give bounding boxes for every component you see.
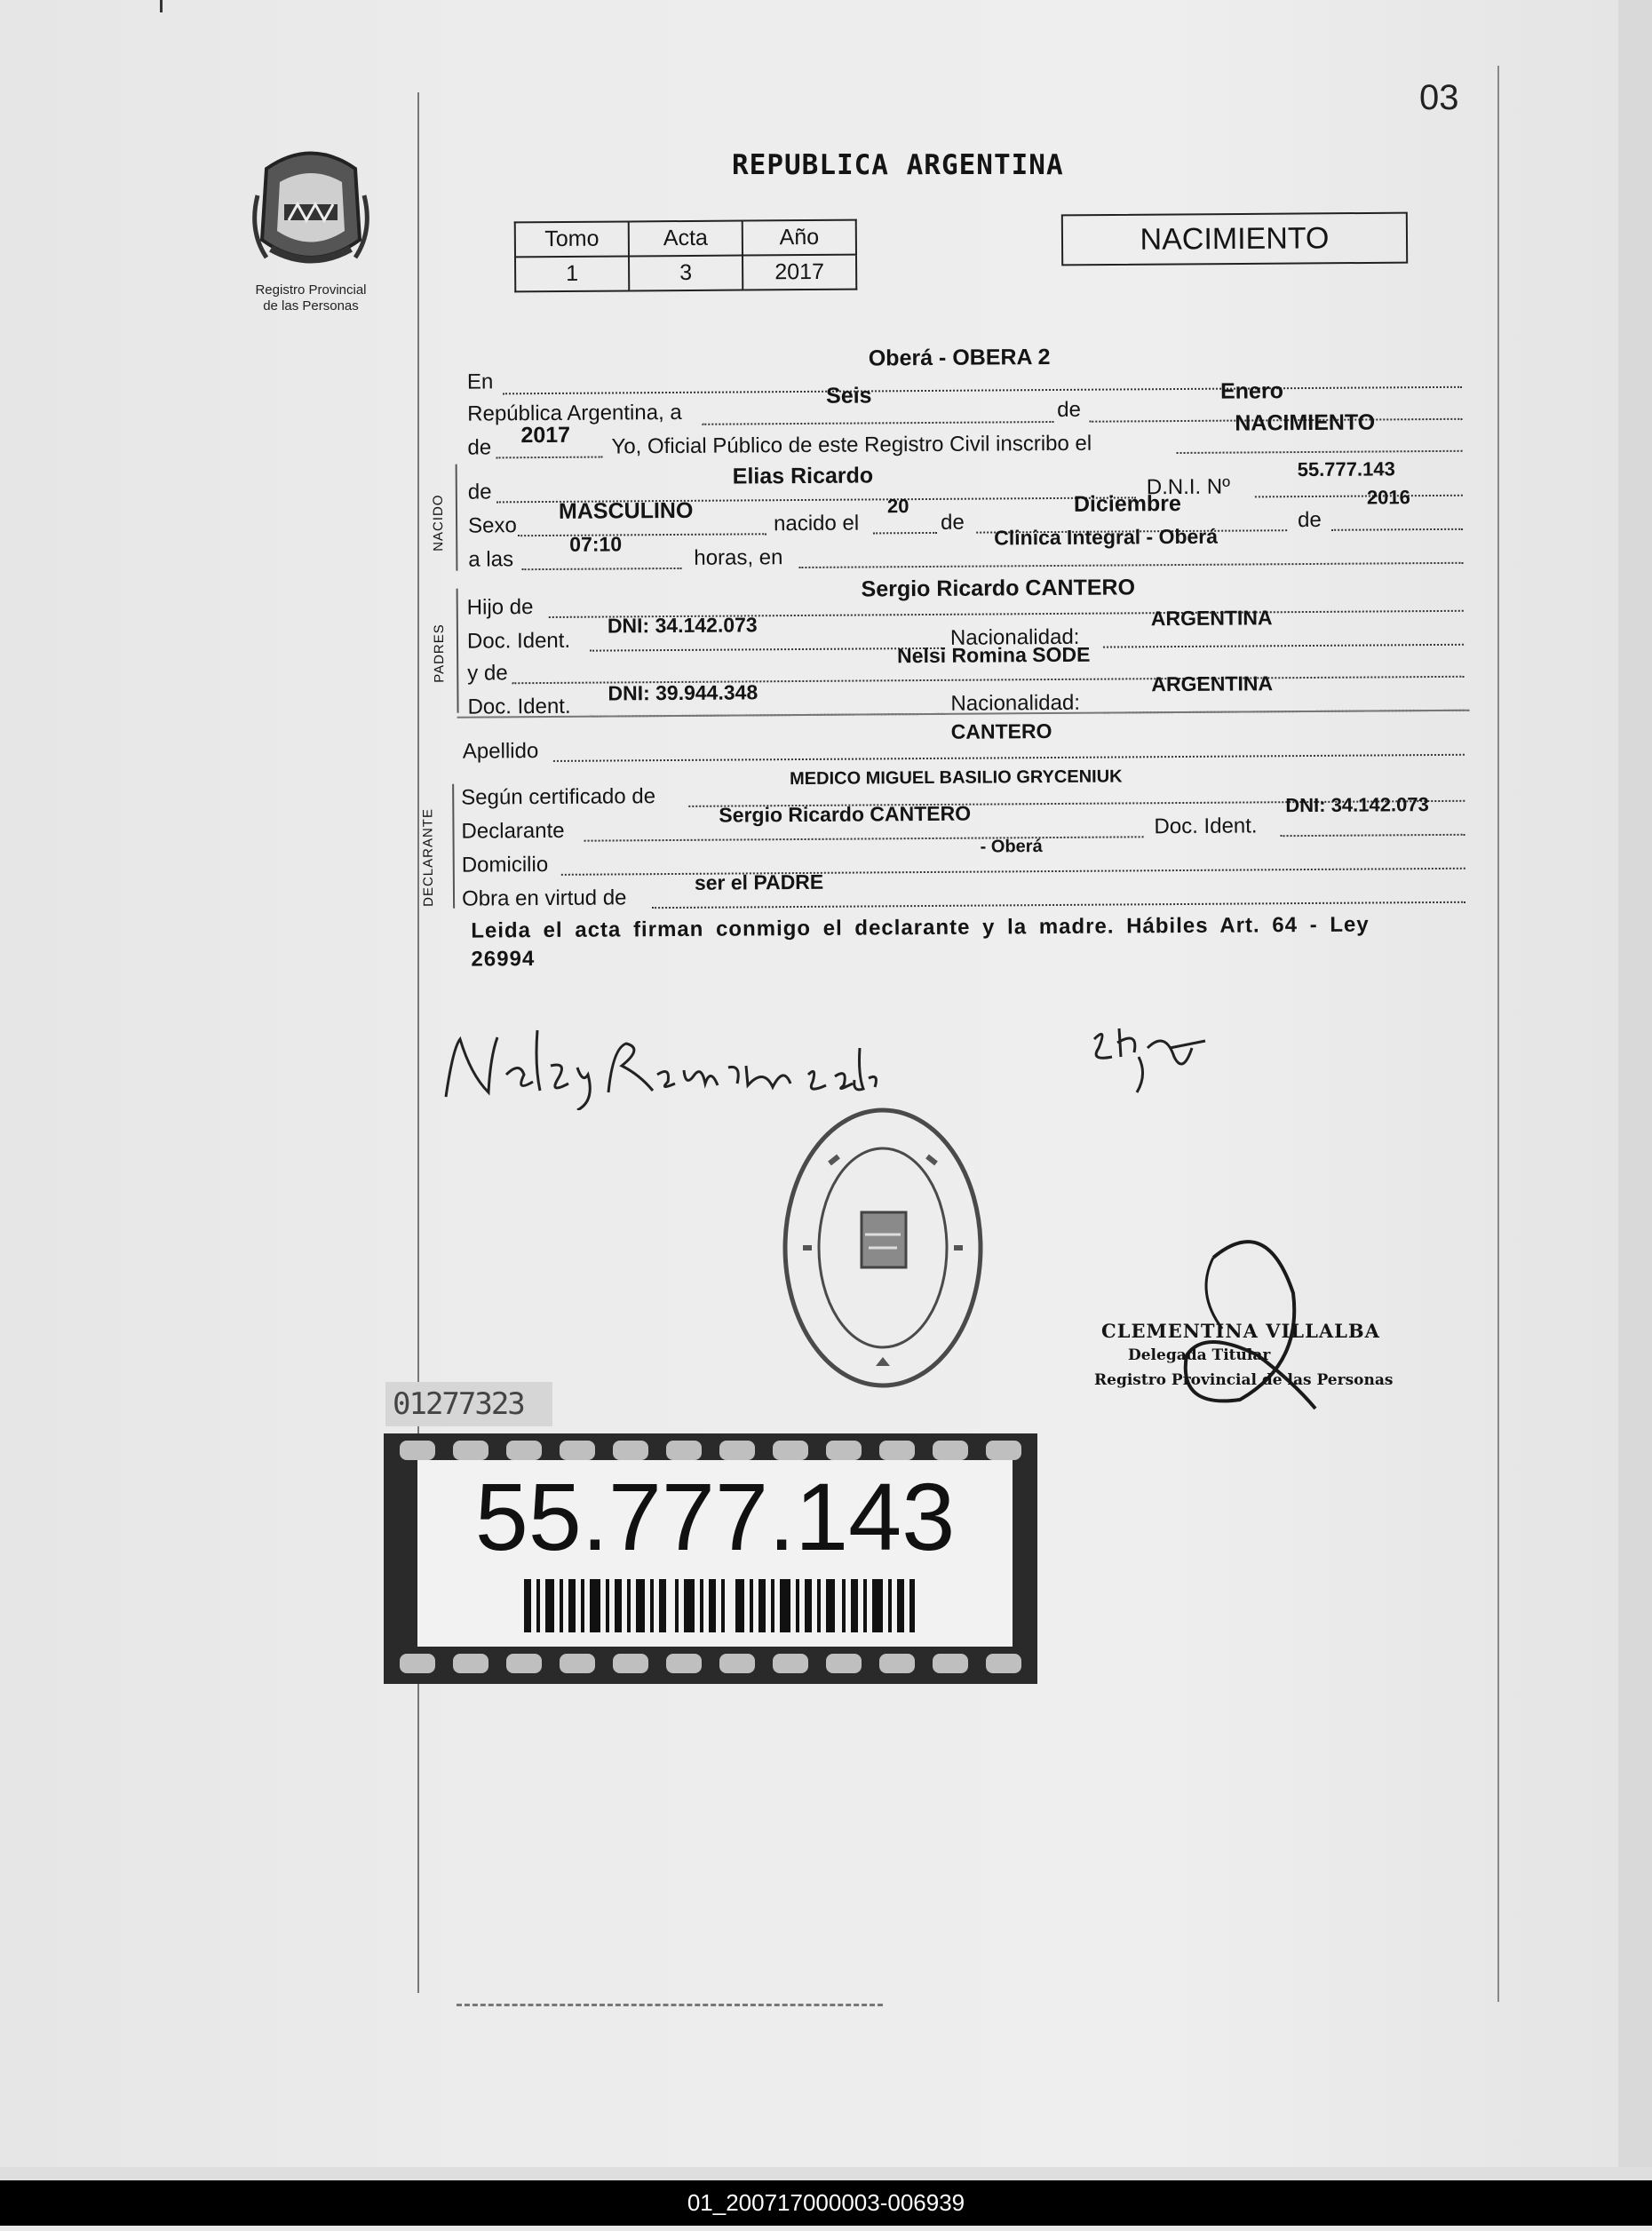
dotted-line [1331, 528, 1463, 531]
birth-month-value: Diciembre [1073, 490, 1181, 517]
de-label: de [467, 480, 492, 504]
dotted-line [652, 901, 1465, 909]
table-value-tomo: 1 [515, 256, 629, 291]
dotted-line [496, 457, 603, 459]
dotted-line [1281, 834, 1465, 837]
dotted-line [553, 754, 1465, 762]
time-value: 07:10 [569, 532, 623, 556]
table-header-anio: Año [743, 220, 856, 256]
father-signature [1085, 1021, 1210, 1101]
bottom-dashed-mark [457, 2004, 883, 2006]
dotted-line [503, 386, 1462, 395]
dotted-line [1177, 450, 1463, 454]
de-label: de [1297, 507, 1322, 533]
mother-name-value: Nelsi Romina SODE [897, 642, 1091, 668]
act-type-box: NACIMIENTO [1061, 212, 1408, 266]
nacionalidad-label: Nacionalidad: [949, 624, 1080, 650]
mother-doc-value: DNI: 39.944.348 [608, 680, 758, 705]
padres-section-label: PADRES [431, 623, 448, 683]
dni-tag-number: 55.777.143 [474, 1463, 956, 1570]
certificado-value: MEDICO MIGUEL BASILIO GRYCENIUK [790, 766, 1123, 790]
dotted-line [873, 532, 937, 535]
dotted-line [798, 562, 1463, 568]
barcode [524, 1579, 915, 1632]
a-las-label: a las [468, 547, 514, 572]
official-role: Delegada Titular [1128, 1346, 1271, 1364]
page-number: 03 [1419, 78, 1459, 117]
dotted-line [702, 421, 1053, 425]
nacido-el-label: nacido el [773, 511, 860, 536]
logo-caption-line2: de las Personas [263, 298, 359, 314]
dotted-line [521, 568, 681, 570]
dotted-line [1255, 495, 1463, 498]
logo-caption-line1: Registro Provincial [255, 282, 367, 298]
padres-bracket [457, 589, 459, 713]
dni-label: D.N.I. Nº [1146, 474, 1231, 500]
table-header-acta: Acta [629, 221, 743, 257]
hijo-de-label: Hijo de [466, 595, 534, 620]
official-org: Registro Provincial de las Personas [1094, 1371, 1394, 1389]
table-value-anio: 2017 [743, 255, 856, 290]
official-name: CLEMENTINA VILLALBA [1101, 1320, 1380, 1342]
mother-nationality-value: ARGENTINA [1151, 671, 1274, 696]
father-nationality-value: ARGENTINA [1150, 606, 1273, 631]
legal-text: Leida el acta firman conmigo el declarante y la madre. Hábiles Art. 64 - Ley 26994 [471, 912, 1370, 972]
de-label: de [940, 510, 965, 535]
registry-seal [776, 1101, 989, 1394]
sexo-value: MASCULINO [558, 497, 694, 524]
child-name-value: Elias Ricardo [732, 463, 874, 489]
apellido-label: Apellido [462, 739, 539, 764]
act-value: NACIMIENTO [1235, 409, 1376, 436]
child-dni-value: 55.777.143 [1297, 457, 1395, 481]
domicilio-label: Domicilio [461, 852, 549, 877]
document-title: REPUBLICA ARGENTINA [732, 149, 1064, 181]
birth-place-value: Clinica Integral - Oberá [994, 524, 1219, 550]
dotted-line [590, 647, 945, 652]
certificado-label: Según certificado de [461, 784, 656, 810]
de-label: de [1057, 397, 1081, 422]
en-label: En [466, 369, 494, 394]
mother-signature [435, 1012, 879, 1110]
dotted-line [584, 836, 1144, 841]
declarante-label: Declarante [461, 818, 565, 844]
table-header-tomo: Tomo [515, 221, 629, 257]
nacido-section-label: NACIDO [430, 494, 447, 552]
declarante-section-label: DECLARANTE [420, 808, 437, 907]
apellido-value: CANTERO [950, 719, 1052, 743]
doc-ident-label: Doc. Ident. [1154, 814, 1258, 839]
obra-value: ser el PADRE [694, 869, 824, 894]
declarante-value: Sergio Ricardo CANTERO [719, 801, 972, 827]
declarante-doc-value: DNI: 34.142.073 [1285, 793, 1429, 817]
footer-caption: 01_200717000003-006939 [0, 2180, 1652, 2226]
place-value: Oberá - OBERA 2 [868, 345, 1051, 371]
obra-label: Obra en virtud de [461, 885, 627, 911]
y-de-label: y de [467, 661, 508, 686]
nacionalidad-label: Nacionalidad: [950, 690, 1081, 716]
dotted-line [1103, 644, 1464, 648]
dotted-line [518, 533, 766, 536]
sexo-label: Sexo [468, 513, 517, 538]
republica-label: República Argentina, a [467, 400, 682, 426]
de-year-label: de [467, 435, 492, 460]
father-doc-value: DNI: 34.142.073 [607, 613, 758, 638]
birth-day-value: 20 [886, 495, 909, 518]
doc-ident-label: Doc. Ident. [467, 694, 571, 719]
control-number-stamp: 01277323 [385, 1382, 552, 1426]
oficial-text: Yo, Oficial Público de este Registro Civil inscribo el [611, 431, 1092, 459]
tag-pattern-bottom [391, 1650, 1030, 1677]
year-value: 2017 [520, 422, 571, 449]
month-value: Enero [1219, 378, 1284, 404]
father-name-value: Sergio Ricardo CANTERO [861, 575, 1136, 602]
nacido-bracket [456, 464, 458, 571]
birth-year-value: 2016 [1366, 486, 1410, 509]
domicilio-value: - Oberá [980, 837, 1043, 857]
declarante-bracket [452, 784, 455, 909]
table-value-acta: 3 [629, 256, 743, 291]
doc-ident-label: Doc. Ident. [466, 628, 571, 654]
horas-label: horas, en [694, 545, 783, 570]
day-value: Seis [825, 383, 872, 409]
